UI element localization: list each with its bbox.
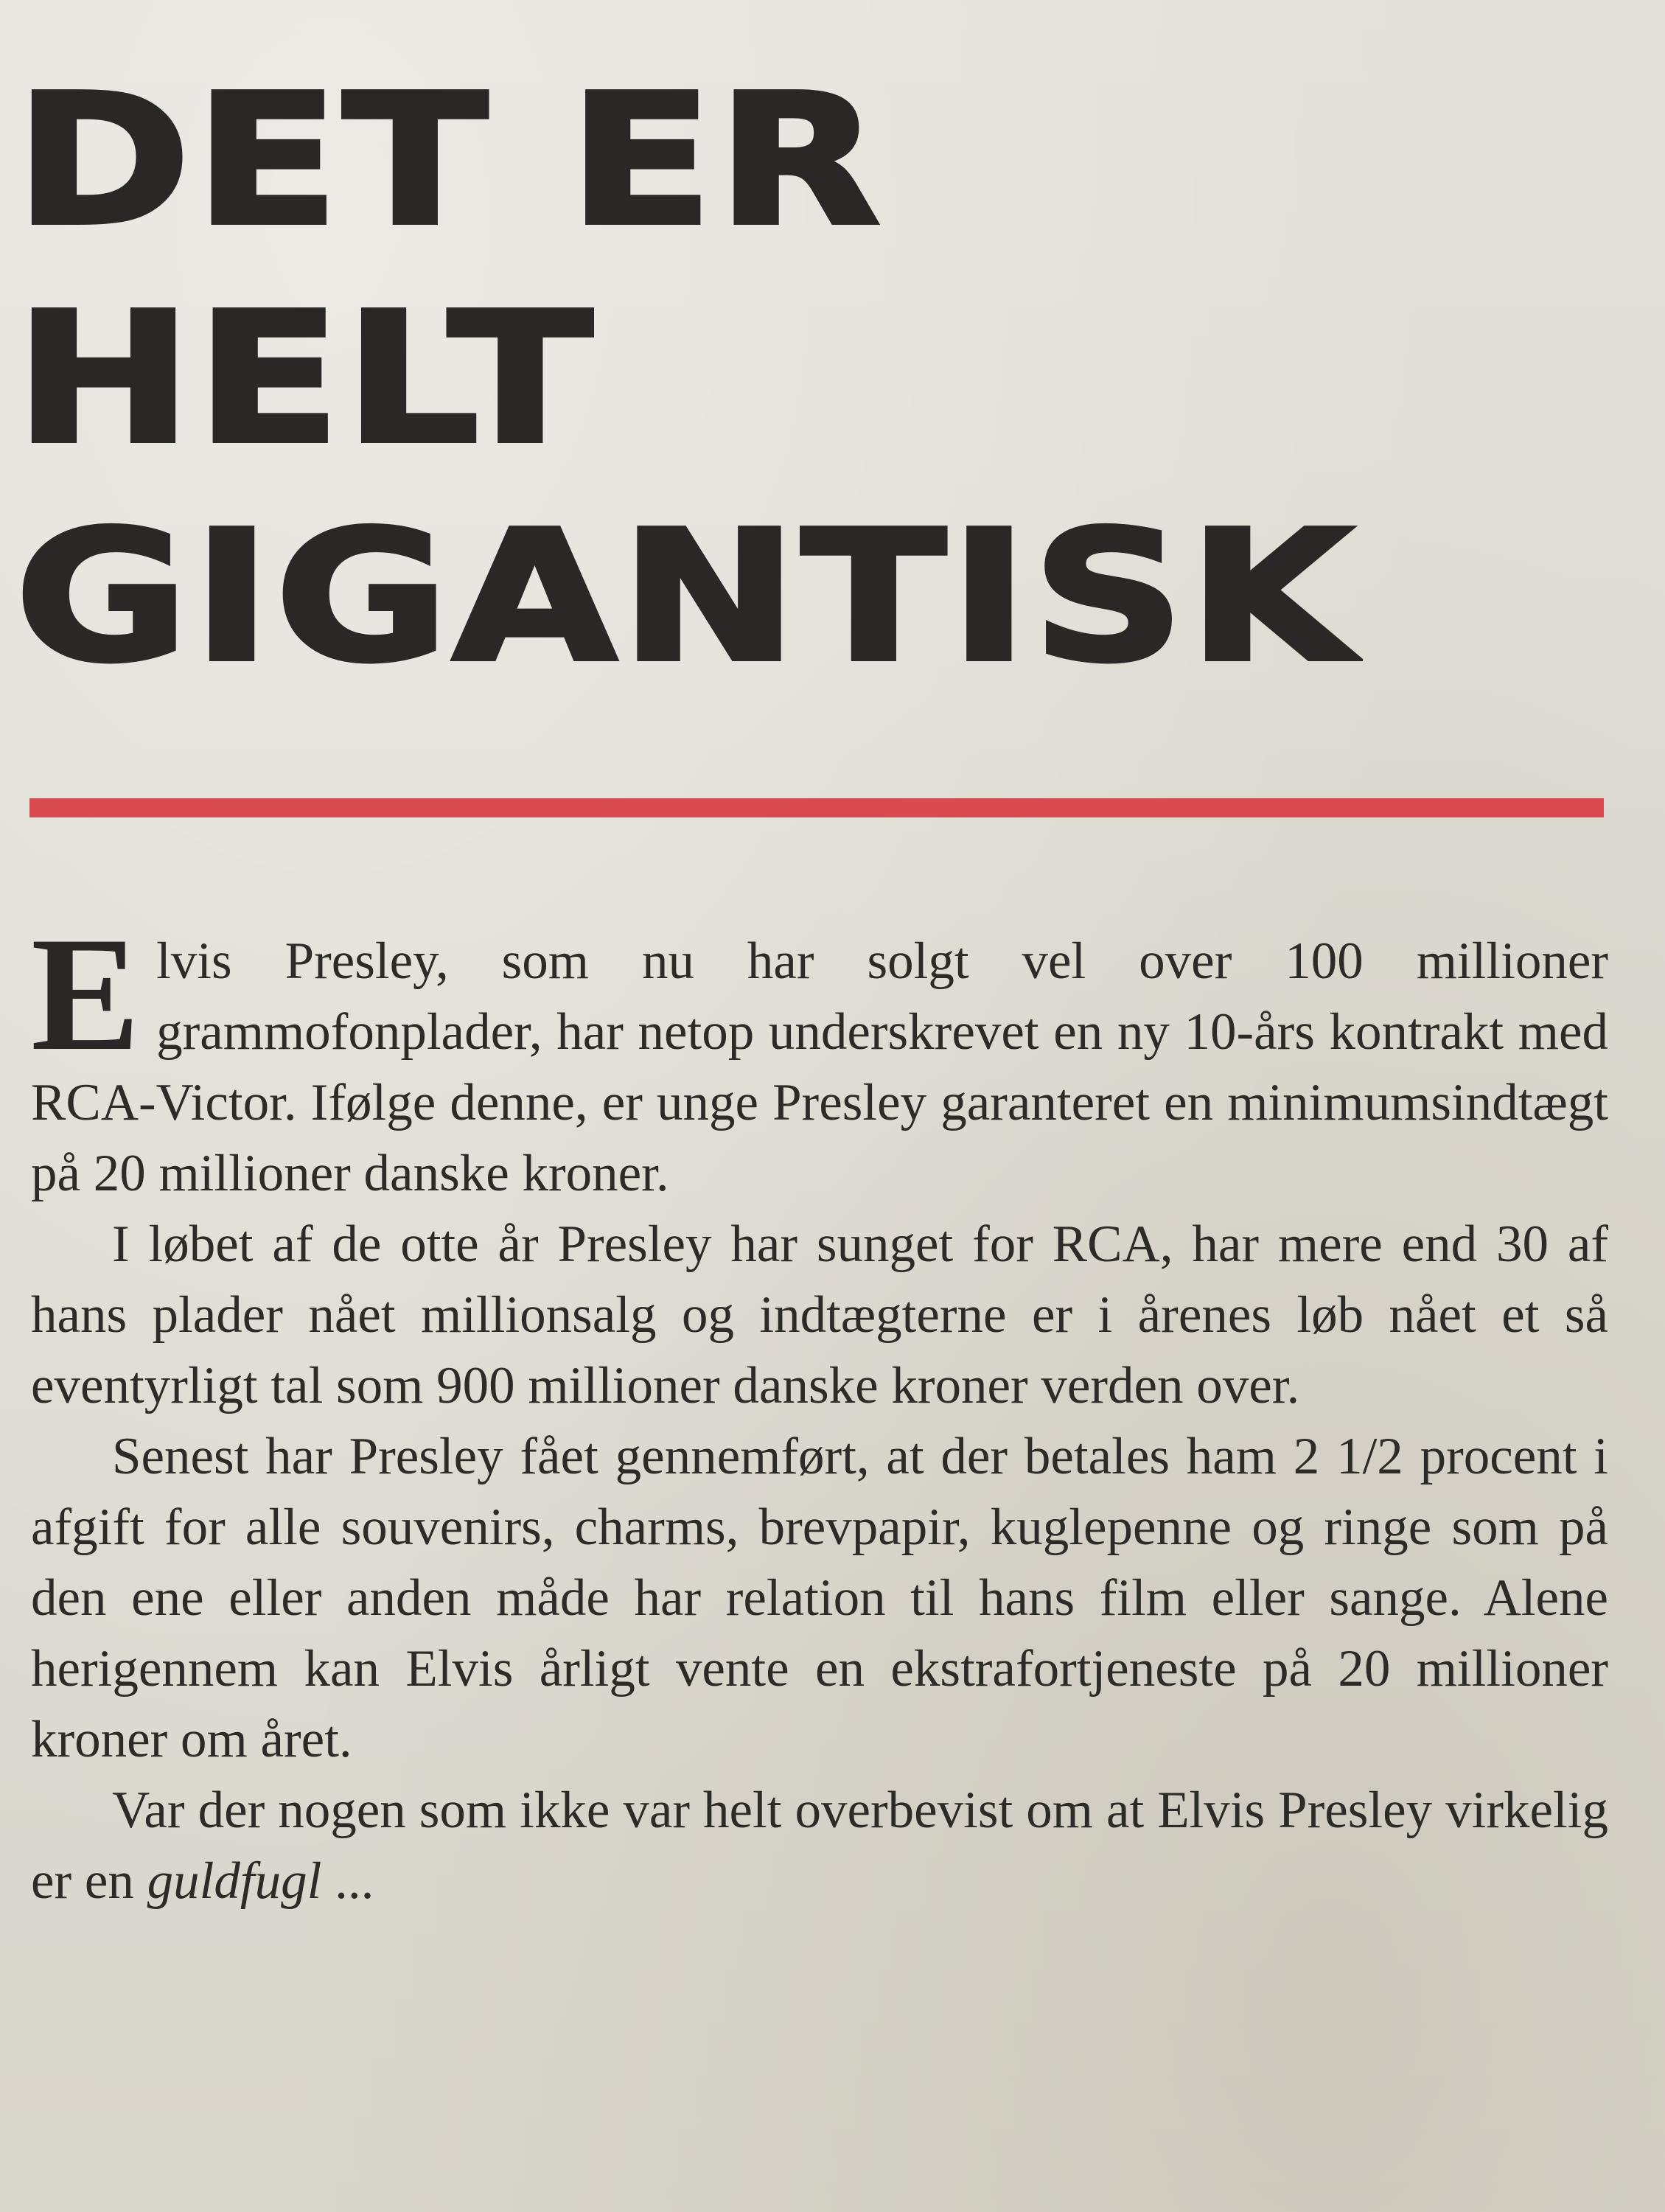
headline-line-3: GIGANTISK [15, 492, 1357, 702]
headline-line-1: DET ER [15, 56, 884, 265]
paragraph-2: I løbet af de otte år Presley har sunget for RCA, har mere end 30 af hans plader nået millionsalg og indtægterne er i årenes løb nået et så eventyrligt tal som 900 millioner danske kroner verden over. [31, 1215, 1608, 1414]
red-divider-rule [29, 798, 1604, 817]
paragraph-3: Senest har Presley fået gennemført, at der betales ham 2 1/2 procent i afgift for alle souvenirs, charms, brevpapir, kuglepenne og ringe som på den ene eller anden måde har relation til hans film eller sange. Alene herigennem kan Elvis årligt vente en ekstrafortjeneste på 20 millioner kroner om året. [31, 1428, 1608, 1768]
paragraph-4-text: Var der nogen som ikke var helt overbevist om at Elvis Presley virkelig er en [31, 1782, 1608, 1910]
headline [15, 52, 1356, 706]
headline-line-2: HELT [15, 274, 596, 484]
paragraph-4 [31, 1775, 1608, 1916]
paragraph-1 [31, 904, 1608, 1209]
paragraph-1-text: lvis Presley, som nu har solgt vel over 100 millioner grammofonplader, har netop underskrevet en ny 10-års kontrakt med RCA-Victor. Ifølge denne, er unge Presley garanteret en minimumsindtægt på 20 millioner danske kroner. [31, 932, 1608, 1202]
article-body [31, 904, 1608, 1916]
drop-cap: E [31, 904, 141, 1085]
paragraph-4-ellipsis: ... [321, 1852, 374, 1910]
italic-word: guldfugl [147, 1852, 322, 1910]
